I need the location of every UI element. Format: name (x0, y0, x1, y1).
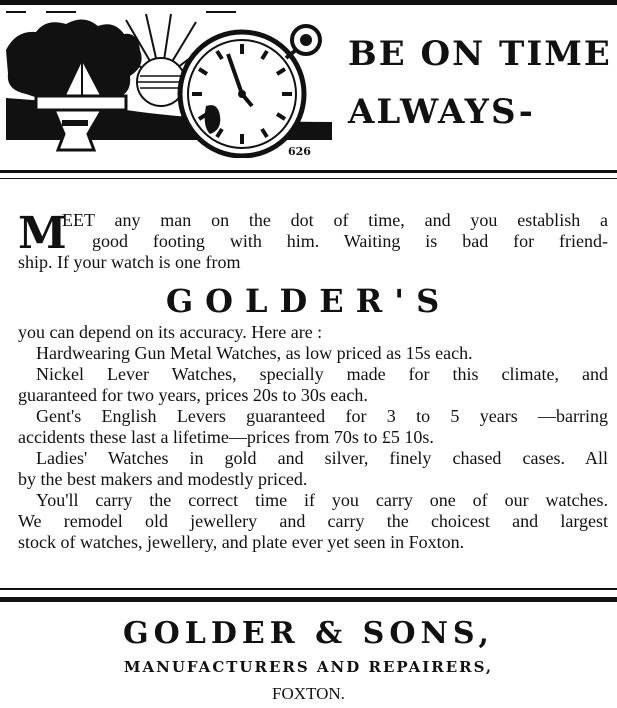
town-line: FOXTON. (272, 684, 345, 703)
para1-line1: EET any man on the dot of time, and you establish a (62, 210, 608, 230)
headline-line-1: BE ON TIME (348, 34, 612, 74)
item-ladies-watches-2: by the best makers and modestly priced. (18, 469, 308, 489)
top-border (0, 0, 617, 5)
headline-line-2: ALWAYS- (348, 92, 535, 132)
ad-body-list (18, 322, 608, 553)
closing-line1: You'll carry the correct time if you carry one of our watches. (36, 490, 608, 510)
cut-number: 626 (288, 145, 311, 158)
ad-body (18, 210, 608, 273)
footer-divider (0, 588, 617, 590)
header-divider-thin (0, 178, 617, 179)
item-ladies-watches-1: Ladies' Watches in gold and silver, finely chased cases. All (36, 448, 608, 468)
item-nickel-lever-1: Nickel Lever Watches, specially made for this climate, and (36, 364, 608, 384)
drop-cap: M (18, 208, 67, 259)
item-english-levers-2: accidents these last a lifetime—prices from 70s to £5 10s. (18, 427, 434, 447)
para1-line2: good footing with him. Waiting is bad for friend- (92, 231, 608, 251)
header-divider (0, 170, 617, 173)
item-gun-metal: Hardwearing Gun Metal Watches, as low priced as 15s each. (36, 343, 473, 363)
para1-line3: ship. If your watch is one from (18, 252, 241, 272)
firm-name: GOLDER & SONS, (123, 616, 494, 651)
clock-sundial-artwork (6, 10, 332, 158)
item-english-levers-1: Gent's English Levers guaranteed for 3 to 5 years —barring (36, 406, 608, 426)
sunrise-clock-illustration (6, 10, 332, 158)
shop-name: GOLDER'S (165, 282, 452, 320)
item-nickel-lever-2: guaranteed for two years, prices 20s to 30s each. (18, 385, 368, 405)
trade-line: MANUFACTURERS AND REPAIRERS, (123, 658, 494, 676)
closing-line2: We remodel old jewellery and carry the choicest and largest (18, 511, 608, 531)
closing-line3: stock of watches, jewellery, and plate ever yet seen in Foxton. (18, 532, 465, 552)
para2: you can depend on its accuracy. Here are : (18, 322, 323, 342)
footer-divider-thick (0, 597, 617, 602)
